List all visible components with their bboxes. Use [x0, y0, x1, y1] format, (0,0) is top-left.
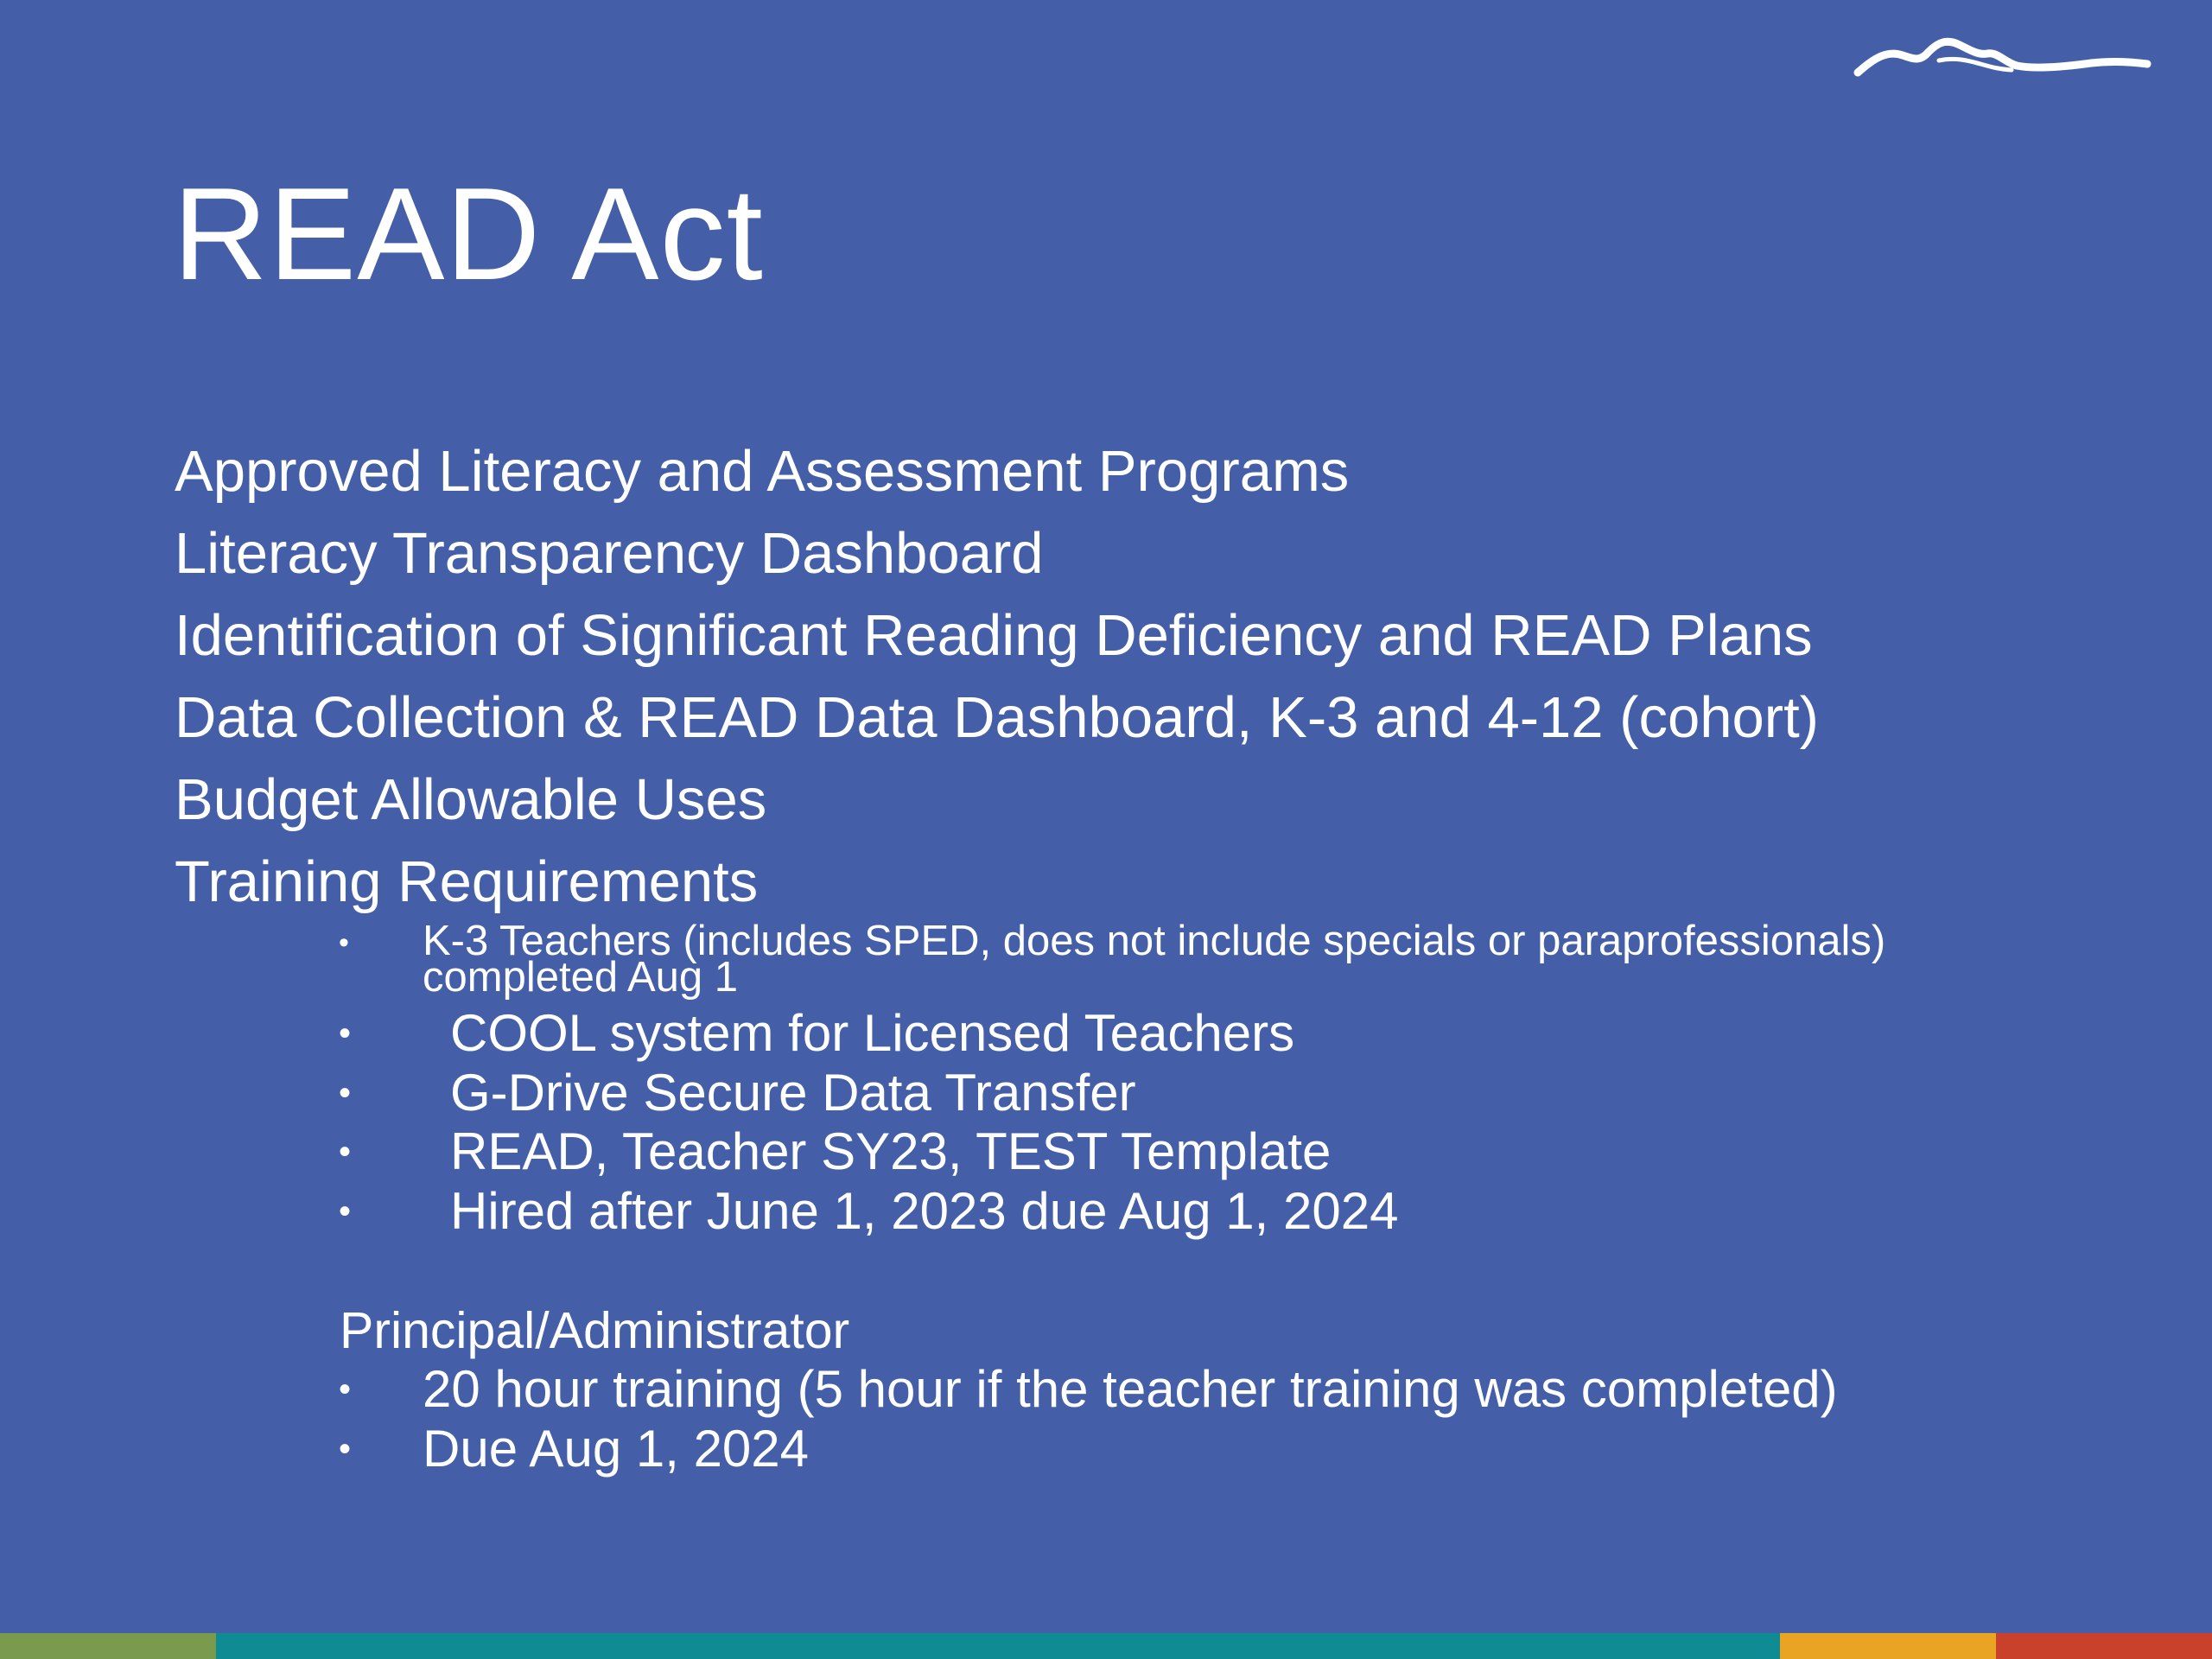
topic-item: Identification of Significant Reading Deficiency and READ Plans: [175, 603, 1813, 668]
principal-requirement-item: [0, 1360, 1838, 1420]
bullet-icon: •: [339, 1429, 352, 1468]
topic-item: Approved Literacy and Assessment Programs: [175, 439, 1350, 504]
bullet-icon: •: [339, 1133, 352, 1171]
topic-item: Data Collection & READ Data Dashboard, K-3 and 4-12 (cohort): [175, 685, 1819, 750]
bullet-icon: •: [339, 1073, 352, 1112]
teacher-requirement-text: READ, Teacher SY23, TEST Template: [450, 1122, 1332, 1180]
teacher-requirement-item: [0, 1182, 1399, 1242]
teacher-requirement-item: [0, 1064, 1399, 1123]
bullet-icon: •: [339, 1370, 352, 1408]
teacher-note-line-1: K-3 Teachers (includes SPED, does not include specials or paraprofessionals): [423, 918, 1886, 964]
bullet-icon: •: [339, 1192, 352, 1230]
teacher-requirement-item: [0, 1004, 1399, 1064]
bullet-icon: •: [339, 1014, 352, 1052]
principal-requirement-text: 20 hour training (5 hour if the teacher training was completed): [423, 1360, 1838, 1418]
footer-segment-yellow: [1780, 1633, 1996, 1659]
footer-segment-red: [1996, 1633, 2212, 1659]
teacher-note-item: [0, 918, 1886, 964]
slide-title: READ Act: [173, 161, 764, 308]
bullet-icon: •: [339, 926, 349, 959]
teacher-requirement-text: Hired after June 1, 2023 due Aug 1, 2024: [450, 1181, 1399, 1240]
topic-item: Training Requirements: [175, 849, 759, 914]
teacher-note-list: [0, 918, 1886, 1001]
footer-color-bar: [0, 1633, 2212, 1659]
footer-segment-green: [0, 1633, 216, 1659]
principal-requirements-list: [0, 1360, 1838, 1478]
topic-list: [175, 430, 1819, 923]
footer-segment-teal: [216, 1633, 1780, 1659]
principal-requirement-item: [0, 1420, 1838, 1479]
teacher-note-line-2: completed Aug 1: [423, 954, 739, 1001]
topic-item: Literacy Transparency Dashboard: [175, 521, 1044, 586]
mountain-logo-icon: [1849, 31, 2152, 83]
teacher-requirement-text: G-Drive Secure Data Transfer: [450, 1063, 1136, 1122]
topic-item: Budget Allowable Uses: [175, 767, 767, 832]
teacher-note-continuation: [0, 954, 1885, 1001]
teacher-requirement-text: COOL system for Licensed Teachers: [450, 1004, 1295, 1062]
principal-heading: Principal/Administrator: [340, 1302, 850, 1359]
teacher-requirements-list: [0, 1004, 1399, 1241]
teacher-requirement-item: [0, 1122, 1399, 1182]
principal-requirement-text: Due Aug 1, 2024: [423, 1419, 810, 1478]
